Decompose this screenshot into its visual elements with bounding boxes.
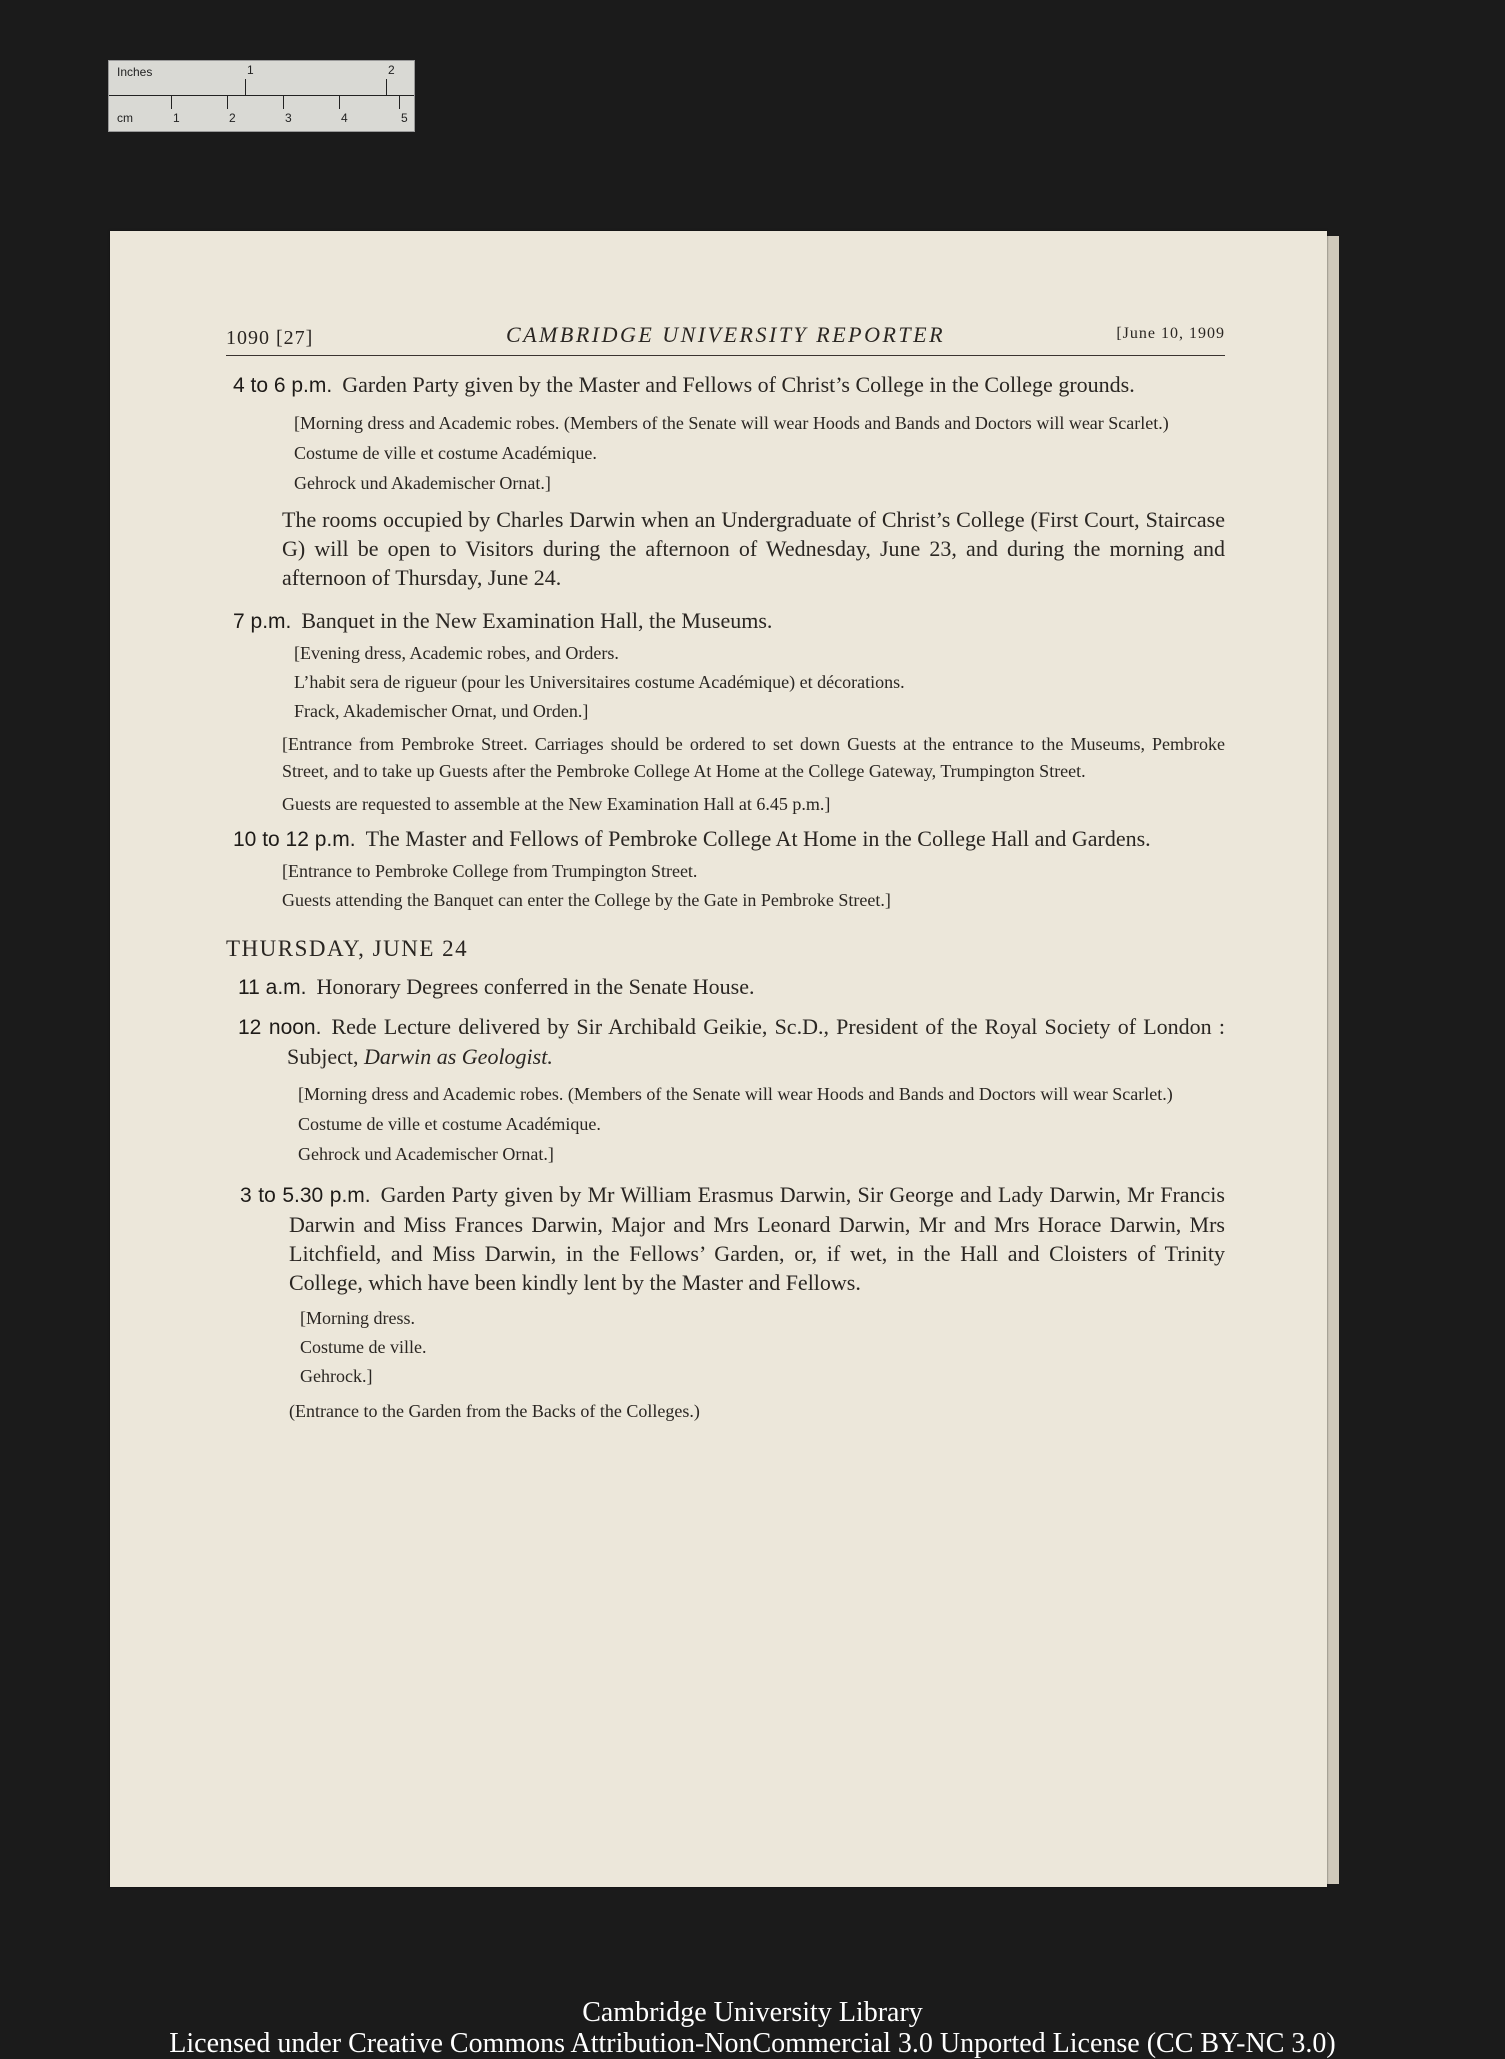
page-number: 1090 [27] <box>226 327 314 349</box>
page-content <box>226 319 1225 1425</box>
day-heading: THURSDAY, JUNE 24 <box>226 936 469 961</box>
event-banquet <box>226 606 1225 818</box>
entrance-note: [Entrance from Pembroke Street. Carriages should be ordered to set down Guests at the entrance to the Museums, Pembroke Street, and to take up Guests after the Pembroke College At Home at the College Gateway, Trumpington Street. <box>282 734 1225 781</box>
event-time: 11 a.m. <box>238 976 307 999</box>
ruler-cm-mark: 4 <box>341 111 348 125</box>
dress-code: [Morning dress and Academic robes. (Members of the Senate will wear Hoods and Bands and Doctors will wear Scarlet.) <box>294 413 1169 433</box>
dress-code: [Morning dress. <box>300 1308 415 1328</box>
ruler-inch-mark: 2 <box>388 63 395 77</box>
event-time: 10 to 12 p.m. <box>233 828 356 851</box>
dress-code: Costume de ville et costume Académique. <box>298 1114 601 1134</box>
ruler-inches-label: Inches <box>117 65 153 79</box>
assembly-note: Guests are requested to assemble at the New Examination Hall at 6.45 p.m.] <box>282 794 831 814</box>
event-time: 3 to 5.30 p.m. <box>240 1184 371 1207</box>
event-time: 4 to 6 p.m. <box>233 374 333 397</box>
event-honorary-degrees <box>226 972 1225 1002</box>
event-description: Garden Party given by the Master and Fellows of Christ’s College in the College grounds. <box>342 372 1135 397</box>
entrance-note: Guests attending the Banquet can enter the College by the Gate in Pembroke Street.] <box>282 890 891 910</box>
running-header <box>226 319 1225 356</box>
dress-code: Gehrock.] <box>300 1366 373 1386</box>
ruler-inch-mark: 1 <box>247 63 254 77</box>
entrance-note: (Entrance to the Garden from the Backs of the Colleges.) <box>289 1401 700 1421</box>
darwin-rooms-note: The rooms occupied by Charles Darwin when an Undergraduate of Christ’s College (First Court, Staircase G) will be open to Visitors during the afternoon of Wednesday, June 23, and during the morning and afternoon of Thursday, June 24. <box>282 507 1225 590</box>
dress-code: Gehrock und Akademischer Ornat.] <box>294 473 551 493</box>
scale-ruler <box>108 60 415 132</box>
entrance-note: [Entrance to Pembroke College from Trumpington Street. <box>282 861 698 881</box>
ruler-cm-mark: 5 <box>401 111 408 125</box>
event-time: 12 noon. <box>238 1016 322 1039</box>
dress-code: Gehrock und Academischer Ornat.] <box>298 1144 554 1164</box>
ruler-cm-mark: 1 <box>173 111 180 125</box>
lecture-subject: Darwin as Geologist. <box>364 1044 553 1069</box>
dress-code: Frack, Akademischer Ornat, und Orden.] <box>294 701 589 721</box>
ruler-cm-mark: 3 <box>285 111 292 125</box>
publication-title: CAMBRIDGE UNIVERSITY REPORTER <box>505 322 946 347</box>
library-credit: Cambridge University Library <box>582 1997 923 2028</box>
dress-code: Costume de ville. <box>300 1337 427 1357</box>
issue-date: [June 10, 1909 <box>1116 325 1225 342</box>
dress-code: [Morning dress and Academic robes. (Members of the Senate will wear Hoods and Bands and Doctors will wear Scarlet.) <box>298 1084 1173 1104</box>
license-footer <box>0 1997 1505 2059</box>
event-description: Rede Lecture delivered by Sir Archibald Geikie, Sc.D., President of the Royal Society of London : Subject, <box>287 1014 1225 1069</box>
ruler-cm-mark: 2 <box>229 111 236 125</box>
dress-code: Costume de ville et costume Académique. <box>294 443 597 463</box>
event-rede-lecture <box>226 1012 1225 1168</box>
event-description: Banquet in the New Examination Hall, the Museums. <box>301 608 773 633</box>
dress-code: [Evening dress, Academic robes, and Orders. <box>294 643 619 663</box>
ruler-divider <box>109 95 414 96</box>
ruler-cm-label: cm <box>117 111 133 125</box>
event-christs-garden-party <box>226 370 1225 592</box>
event-time: 7 p.m. <box>233 610 292 633</box>
dress-code: L’habit sera de rigueur (pour les Universitaires costume Académique) et décorations. <box>294 672 905 692</box>
event-pembroke-at-home <box>226 824 1225 914</box>
event-description: The Master and Fellows of Pembroke College At Home in the College Hall and Gardens. <box>365 826 1151 851</box>
event-description: Garden Party given by Mr William Erasmus Darwin, Sir George and Lady Darwin, Mr Francis Darwin and Miss Frances Darwin, Major and Mrs Leonard Darwin, Mr and Mrs Horace Darwin, Mrs Litchfield, and Miss Darwin, in the Fellows’ Garden, or, if wet, in the Hall and Cloisters of Trinity College, which have been kindly lent by the Master and Fellows. <box>289 1182 1225 1295</box>
event-darwin-garden-party <box>226 1180 1225 1425</box>
license-text: Licensed under Creative Commons Attribution-NonCommercial 3.0 Unported License (CC BY-NC 3.0) <box>169 2028 1336 2059</box>
event-description: Honorary Degrees conferred in the Senate House. <box>316 974 755 999</box>
page-edge <box>1327 236 1339 1884</box>
